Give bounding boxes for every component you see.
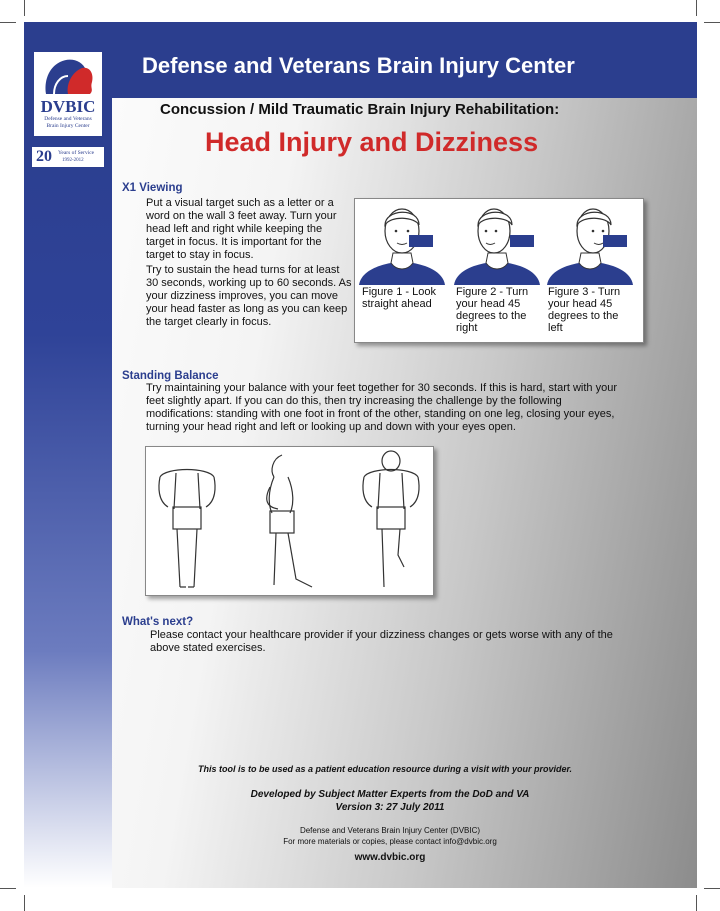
crop-mark	[704, 22, 720, 23]
crop-mark	[696, 895, 697, 911]
figure1-caption: Figure 1 - Look straight ahead	[362, 286, 436, 310]
page-subtitle: Concussion / Mild Traumatic Brain Injury Rehabilitation:	[160, 101, 560, 118]
crop-mark	[696, 0, 697, 16]
footer-contact: For more materials or copies, please contact info@dvbic.org	[283, 837, 497, 846]
anniversary-text: Years of Service	[58, 150, 95, 156]
crop-mark	[704, 888, 720, 889]
anniversary-years: 1992-2012	[62, 158, 84, 163]
logo-acronym: DVBIC	[40, 97, 96, 116]
footer-note: This tool is to be used as a patient education resource during a visit with your provider.	[197, 764, 573, 774]
crop-mark	[24, 895, 25, 911]
crop-mark	[24, 0, 25, 16]
page-title: Head Injury and Dizziness	[205, 127, 539, 157]
footer-developed: Developed by Subject Matter Experts from the DoD and VA	[250, 789, 530, 800]
crop-mark	[0, 22, 16, 23]
x1-viewing-para1: Put a visual target such as a letter or a word on the wall 3 feet away. Turn your head left and right while keeping the target in focus. It is important for the target to stay in focus.	[146, 197, 337, 261]
whats-next-heading: What's next?	[122, 616, 194, 628]
standing-balance-heading: Standing Balance	[122, 370, 219, 382]
footer-version: Version 3: 27 July 2011	[335, 802, 445, 813]
standing-balance-text: Try maintaining your balance with your feet together for 30 seconds. If this is hard, start with your feet slightly apart. If you can do this, then try increasing the challenge by the following modifications: standing with one foot in front of the other, standing on one leg, closing your eyes, turning your head right and left or looking up and down with your eyes open.	[146, 382, 617, 433]
anniversary-number: 20	[36, 148, 52, 165]
whats-next-text: Please contact your healthcare provider if your dizziness changes or gets worse with any of the above stated exercises.	[150, 629, 613, 654]
logo-line1: Defense and Veterans	[44, 116, 92, 122]
figure3-caption: Figure 3 - Turn your head 45 degrees to the left	[548, 286, 621, 334]
figure1-head-straight-illustration	[357, 201, 447, 287]
figure2-caption: Figure 2 - Turn your head 45 degrees to the right	[456, 286, 529, 334]
x1-viewing-para2: Try to sustain the head turns for at least 30 seconds, working up to 60 seconds. As your dizziness improves, you can move your head faster as long as you can keep the target clearly in focus.	[146, 264, 352, 328]
logo-line2: Brain Injury Center	[46, 123, 90, 129]
anniversary-badge	[31, 146, 105, 168]
profile-head-icon	[38, 54, 98, 98]
footer-website: www.dvbic.org	[354, 852, 426, 863]
standing-poses-illustration	[146, 447, 433, 595]
org-title: Defense and Veterans Brain Injury Center	[142, 53, 575, 78]
footer-org: Defense and Veterans Brain Injury Center (DVBIC)	[299, 826, 481, 835]
figure3-head-left-illustration	[545, 201, 635, 287]
figure2-head-right-illustration	[452, 201, 542, 287]
head-turn-figures	[354, 198, 644, 343]
standing-balance-figures	[145, 446, 434, 596]
crop-mark	[0, 888, 16, 889]
x1-viewing-heading: X1 Viewing	[122, 182, 183, 194]
dvbic-logo	[32, 50, 104, 138]
